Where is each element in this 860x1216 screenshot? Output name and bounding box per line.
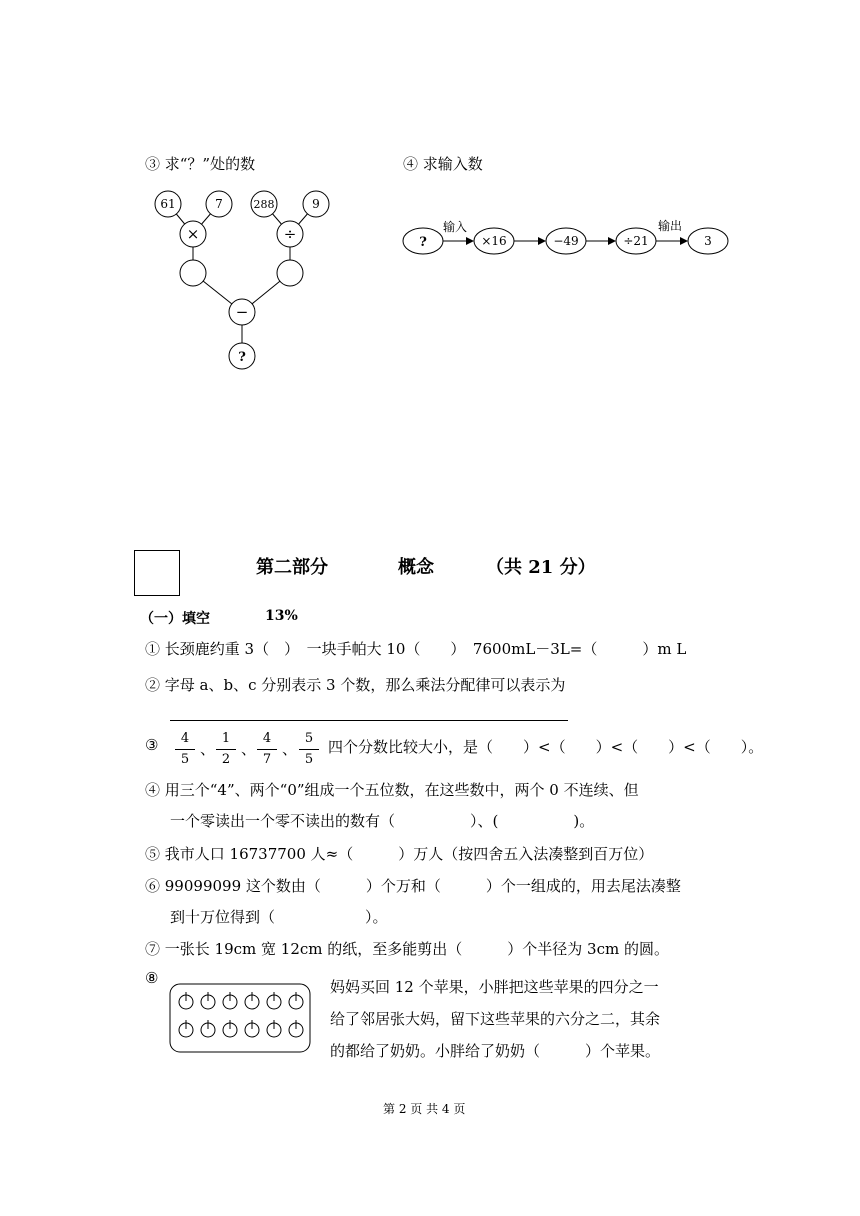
tree-question: ? [238, 350, 246, 365]
flow-output-label: 输出 [657, 219, 683, 233]
page-footer: 第 2 页 共 4 页 [383, 1102, 466, 1116]
question-6-line2: 到十万位得到（ ）。 [170, 908, 388, 926]
tree-divide: ÷ [283, 225, 297, 243]
flow-start-text: ? [419, 235, 427, 250]
part2-concept: 概念 [398, 557, 434, 578]
q3-title: ③ 求“？”处的数 [145, 155, 256, 173]
q4-title: ④ 求输入数 [403, 155, 483, 173]
tree-9: 9 [312, 197, 320, 211]
score-box[interactable] [134, 550, 180, 596]
section1-heading: （一）填空 [140, 611, 210, 627]
flow-input-label: 输入 [442, 220, 468, 234]
question-1: ① 长颈鹿约重 3（ ） 一块手帕大 10（ ） 7600mL－3L=（ ）m L [145, 640, 687, 658]
question-5: ⑤ 我市人口 16737700 人≈（ ）万人（按四舍五入法凑整到百万位） [145, 845, 654, 863]
question-3-text: 四个分数比较大小，是（ ）<（ ）<（ ）<（ ）。 [328, 738, 764, 756]
tree-61: 61 [160, 197, 176, 211]
question-6-line1: ⑥ 99099099 这个数由（ ）个万和（ ）个一组成的，用去尾法凑整 [145, 877, 681, 895]
question-7: ⑦ 一张长 19cm 宽 12cm 的纸，至多能剪出（ ）个半径为 3cm 的圆。 [145, 940, 669, 958]
tree-minus: − [235, 303, 249, 321]
fraction-4-5: 4 5 [173, 730, 197, 769]
calculation-tree [0, 0, 860, 400]
tree-7: 7 [215, 197, 223, 211]
question-2: ② 字母 a、b、c 分别表示 3 个数，那么乘法分配律可以表示为 [145, 676, 566, 694]
tree-times: × [186, 225, 200, 243]
fraction-separator: 、 [241, 740, 257, 758]
answer-line[interactable] [170, 720, 568, 721]
question-8-number: ⑧ [145, 969, 159, 987]
question-8-line1: 妈妈买回 12 个苹果，小胖把这些苹果的四分之一 [330, 978, 659, 996]
part2-title: 第二部分 [256, 557, 328, 578]
flow-end-text: 3 [704, 234, 712, 248]
tree-288: 288 [253, 198, 275, 211]
fraction-4-7: 4 7 [255, 730, 279, 769]
question-8-line2: 给了邻居张大妈，留下这些苹果的六分之二，其余 [330, 1010, 661, 1028]
flow-minus49-text: −49 [553, 234, 579, 248]
section1-score: 13% [265, 608, 298, 624]
flow-div21-text: ÷21 [623, 234, 649, 248]
node-blank-right [277, 260, 303, 286]
question-4-line1: ④ 用三个“4”、两个“0”组成一个五位数，在这些数中，两个 0 不连续、但 [145, 781, 639, 799]
fraction-separator: 、 [282, 740, 298, 758]
question-8-line3: 的都给了奶奶。小胖给了奶奶（ ）个苹果。 [330, 1042, 661, 1060]
fraction-separator: 、 [200, 740, 216, 758]
question-4-line2: 一个零读出一个零不读出的数有（ ）、( )。 [170, 812, 595, 830]
fraction-1-2: 1 2 [214, 730, 238, 769]
apple-box [168, 982, 314, 1054]
flow-times16-text: ×16 [481, 234, 507, 248]
node-blank-left [180, 260, 206, 286]
part2-score: （共 21 分） [486, 557, 596, 578]
question-3-number: ③ [145, 736, 159, 754]
fraction-5-5: 5 5 [297, 730, 321, 769]
